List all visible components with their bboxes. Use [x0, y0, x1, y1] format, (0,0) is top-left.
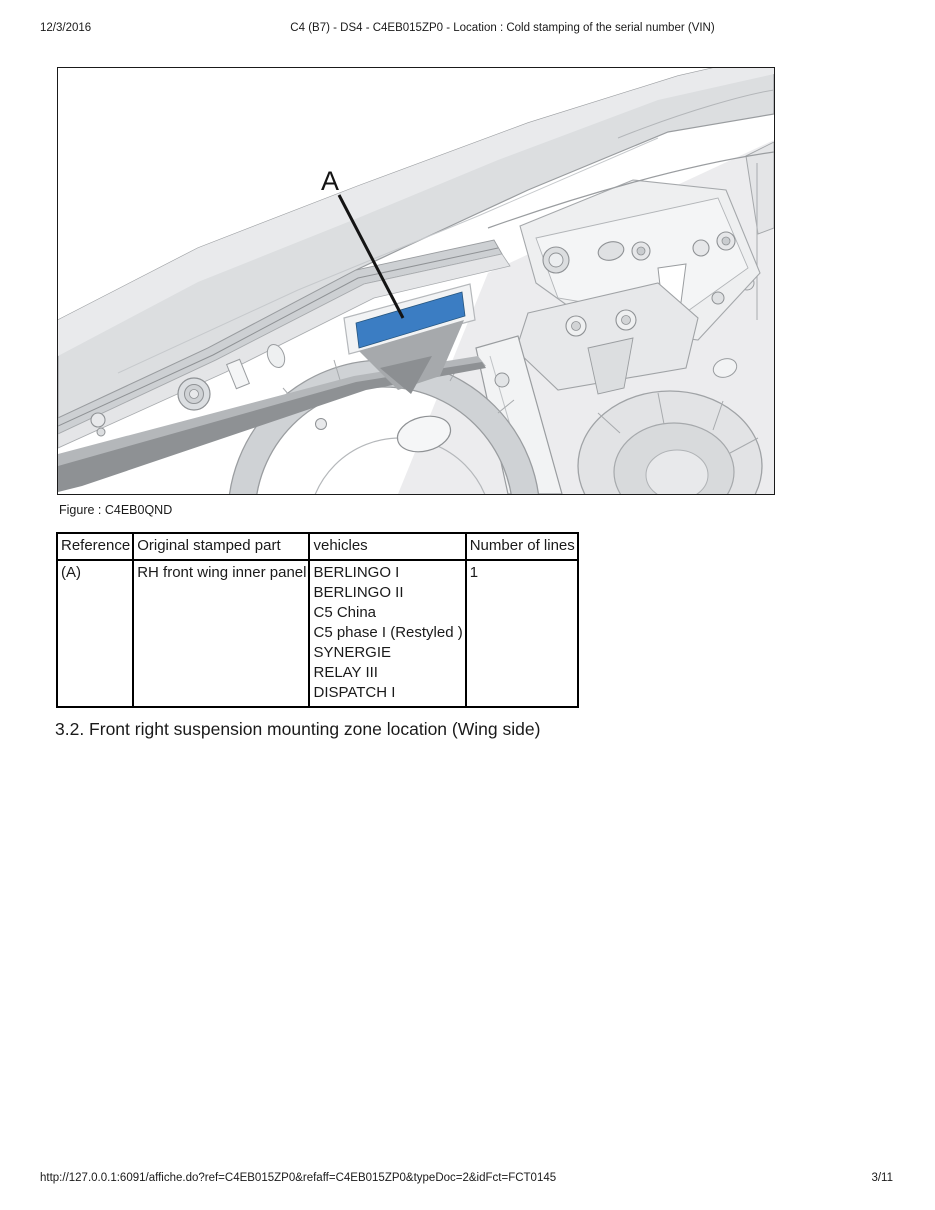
- vehicle-item: BERLINGO II: [313, 584, 404, 601]
- stamping-table: [56, 532, 579, 708]
- vehicle-item: C5 China: [313, 604, 377, 621]
- vehicle-item: BERLINGO I: [313, 564, 400, 581]
- cell-original-stamped-part: RH front wing inner panel: [133, 560, 309, 707]
- print-footer-page-number: 3/11: [871, 1172, 893, 1184]
- cell-number-of-lines: 1: [466, 560, 578, 707]
- column-header-number-of-lines: Number of lines: [466, 533, 578, 560]
- print-date: 12/3/2016: [40, 22, 92, 34]
- table-row: [57, 560, 578, 707]
- table-header-row: [57, 533, 578, 560]
- cell-reference: (A): [57, 560, 133, 707]
- document-title: C4 (B7) - DS4 - C4EB015ZP0 - Location : Cold stamping of the serial number (VIN): [290, 22, 715, 34]
- vehicle-item: SYNERGIE: [313, 644, 392, 661]
- figure-frame: [57, 67, 775, 495]
- vehicle-item: RELAY III: [313, 664, 378, 681]
- section-heading: 3.2. Front right suspension mounting zone location (Wing side): [55, 719, 541, 739]
- figure-illustration: [58, 68, 774, 494]
- vehicle-item: C5 phase I (Restyled ): [313, 624, 463, 641]
- column-header-reference: Reference: [57, 533, 133, 560]
- column-header-original-stamped-part: Original stamped part: [133, 533, 309, 560]
- figure-caption: Figure : C4EB0QND: [59, 503, 173, 517]
- print-footer-url: http://127.0.0.1:6091/affiche.do?ref=C4EB015ZP0&refaff=C4EB015ZP0&typeDoc=2&idFct=FCT0145: [40, 1172, 557, 1184]
- callout-label: A: [321, 166, 340, 196]
- vehicle-item: DISPATCH I: [313, 684, 396, 701]
- column-header-vehicles: vehicles: [309, 533, 465, 560]
- cell-vehicles: [309, 560, 465, 707]
